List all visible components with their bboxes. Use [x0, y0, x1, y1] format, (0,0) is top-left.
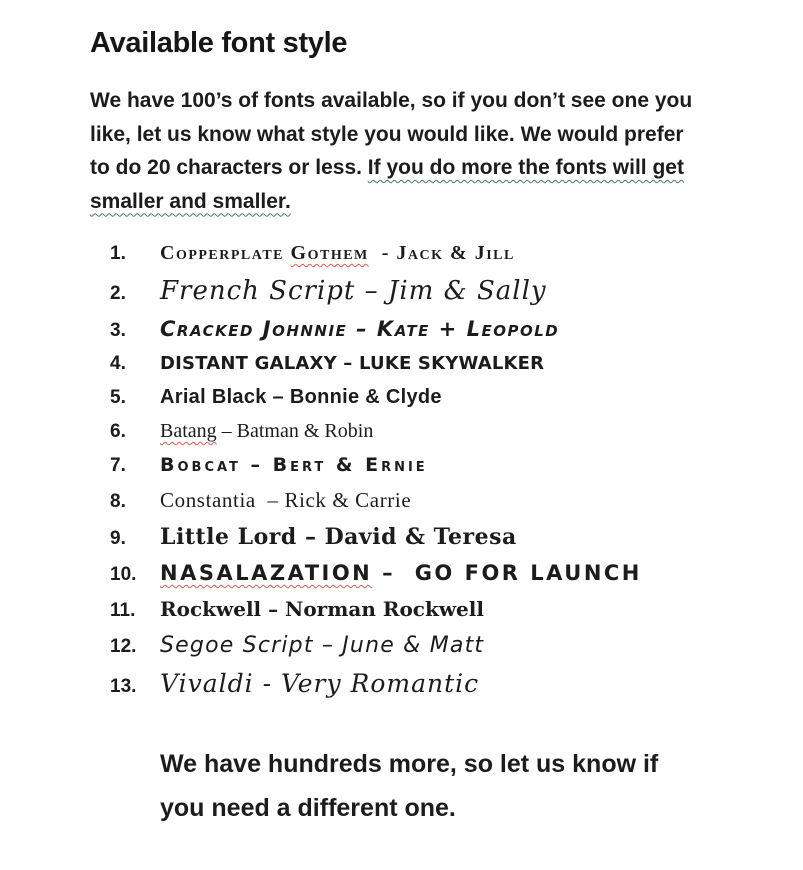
font-sample-constantia: [160, 488, 411, 513]
list-item-number: 11.: [110, 600, 136, 621]
sample-text: - Jack & Jill: [368, 242, 515, 264]
list-item-number: 6.: [110, 421, 126, 442]
font-list-item-8: [110, 488, 743, 513]
intro-line-3-plain: to do 20 characters or less.: [90, 156, 368, 179]
list-item-number: 9.: [110, 528, 126, 549]
grammar-flagged-text: If you do more the fonts will get: [367, 156, 684, 179]
intro-line-1: We have 100’s of fonts available, so if you don’t see one you: [90, 89, 693, 112]
misspelled-word: Gothem: [290, 242, 369, 264]
font-list-item-6: [110, 420, 743, 443]
font-list-item-4: [110, 353, 743, 375]
misspelled-word: Batang: [160, 420, 217, 442]
misspelled-word: NASALAZATION: [160, 561, 373, 585]
intro-line-3: [90, 151, 720, 185]
font-sample-copperplate-gothic: [160, 242, 515, 265]
font-list-item-13: [110, 669, 743, 698]
sample-text: Constantia – Rick & Carrie: [160, 488, 412, 512]
intro-line-2: like, let us know what style you would like. We would prefer: [90, 122, 684, 146]
list-item-number: 4.: [110, 353, 126, 374]
sample-text: Little Lord – David & Teresa: [160, 524, 517, 550]
font-sample-batang: [160, 420, 373, 443]
outro-line-1: We have hundreds more, so let us know if: [160, 750, 659, 778]
font-sample-bobcat: [160, 454, 428, 476]
font-sample-distant-galaxy: [160, 353, 544, 374]
font-list-item-9: [110, 524, 743, 550]
sample-text: Arial Black – Bonnie & Clyde: [160, 386, 442, 408]
sample-text: Copperplate: [160, 242, 291, 264]
sample-text: Vivaldi - Very Romantic: [160, 669, 480, 698]
intro-paragraph: [90, 84, 720, 218]
font-list-item-2: [110, 276, 743, 306]
sample-text: Bobcat – Bert & Ernie: [160, 454, 428, 476]
sample-text: Cracked Johnnie – Kate + Leopold: [160, 317, 560, 341]
sample-text: French Script – Jim & Sally: [160, 276, 547, 306]
list-item-number: 13.: [110, 676, 137, 697]
intro-line-4: [90, 185, 720, 219]
list-item-number: 8.: [110, 491, 126, 512]
outro-paragraph: [160, 742, 743, 830]
font-list-item-3: [110, 317, 743, 342]
grammar-flagged-text: smaller and smaller.: [90, 189, 291, 213]
font-list-item-10: [110, 561, 743, 586]
font-sample-french-script: [160, 276, 547, 306]
outro-line-2: you need a different one.: [160, 794, 456, 822]
list-item-number: 10.: [110, 564, 137, 585]
font-sample-rockwell: [160, 597, 484, 621]
list-item-number: 2.: [110, 283, 126, 304]
page-title: Available font style: [90, 27, 348, 59]
sample-text: – GO FOR LAUNCH: [372, 561, 642, 585]
sample-text: Segoe Script – June & Matt: [160, 633, 485, 658]
font-list-item-11: [110, 597, 743, 622]
list-item-number: 5.: [110, 387, 126, 408]
list-item-number: 7.: [110, 455, 126, 476]
font-list: [110, 242, 743, 698]
font-sample-nasalazation: [160, 561, 642, 585]
list-item-number: 1.: [110, 243, 126, 264]
sample-text: DISTANT GALAXY – LUKE SKYWALKER: [160, 353, 545, 374]
font-list-item-12: [110, 633, 743, 658]
font-sample-segoe-script: [160, 633, 484, 658]
sample-text: Rockwell – Norman Rockwell: [160, 597, 484, 621]
font-sample-vivaldi: [160, 669, 479, 698]
sample-text: – Batman & Robin: [216, 420, 374, 442]
font-sample-little-lord: [160, 524, 517, 550]
font-list-item-5: [110, 386, 743, 409]
list-item-number: 12.: [110, 636, 137, 657]
font-sample-arial-black: [160, 386, 442, 409]
font-list-item-7: [110, 454, 743, 477]
font-sample-cracked-johnnie: [160, 317, 559, 341]
font-list-item-1: [110, 242, 743, 265]
list-item-number: 3.: [110, 320, 126, 341]
